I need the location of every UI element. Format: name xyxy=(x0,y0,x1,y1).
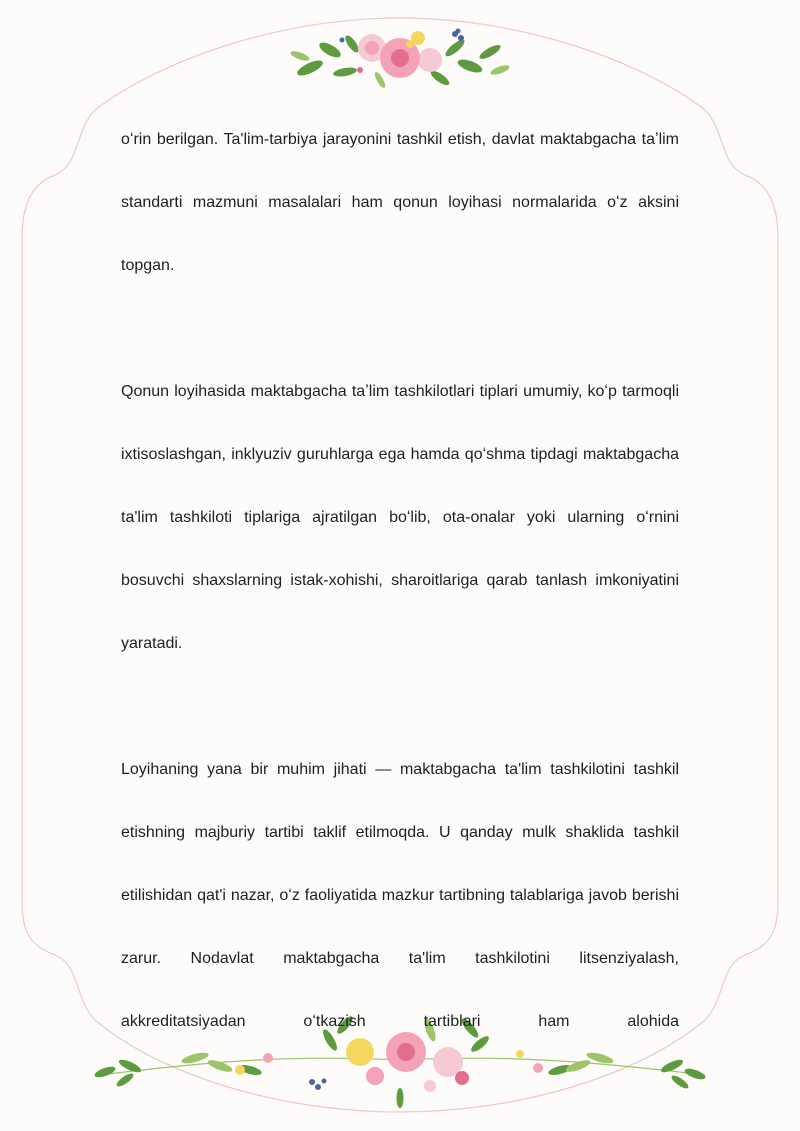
paragraph-3: Loyihaning yana bir muhim jihati — maktabgacha ta'lim tashkilotini tashkil etishning majburiy tartibi taklif etilmoqda. U qanday mulk shaklida tashkil etilishidan qat'i nazar, oʻz faoliyatida mazkur tartibning talablariga javob berishi zarur. Nodavlat maktabgacha ta'lim tashkilotini litsenziyalash, akkreditatsiyadan oʻtkazish tartiblari ham alohida xyxy=(121,761,679,1030)
floral-top-icon xyxy=(289,29,510,90)
paragraph-2: Qonun loyihasida maktabgacha taʼlim tashkilotlari tiplari umumiy, koʻp tarmoqli ixtisoslashgan, inklyuziv guruhlarga ega hamda qoʻshma tipdagi maktabgacha ta'lim tashkiloti tiplariga ajratilgan boʻlib, ota-onalar yoki ularning oʻrnini bosuvchi shaxslarning istak-xohishi, sharoitlariga qarab tanlash imkoniyatini yaratadi. xyxy=(121,383,679,652)
document-body xyxy=(121,108,679,1053)
paragraph-1: oʻrin berilgan. Ta'lim-tarbiya jarayonini tashkil etish, davlat maktabgacha taʼlim standarti mazmuni masalalari ham qonun loyihasi normalarida oʻz aksini topgan. xyxy=(121,131,679,274)
